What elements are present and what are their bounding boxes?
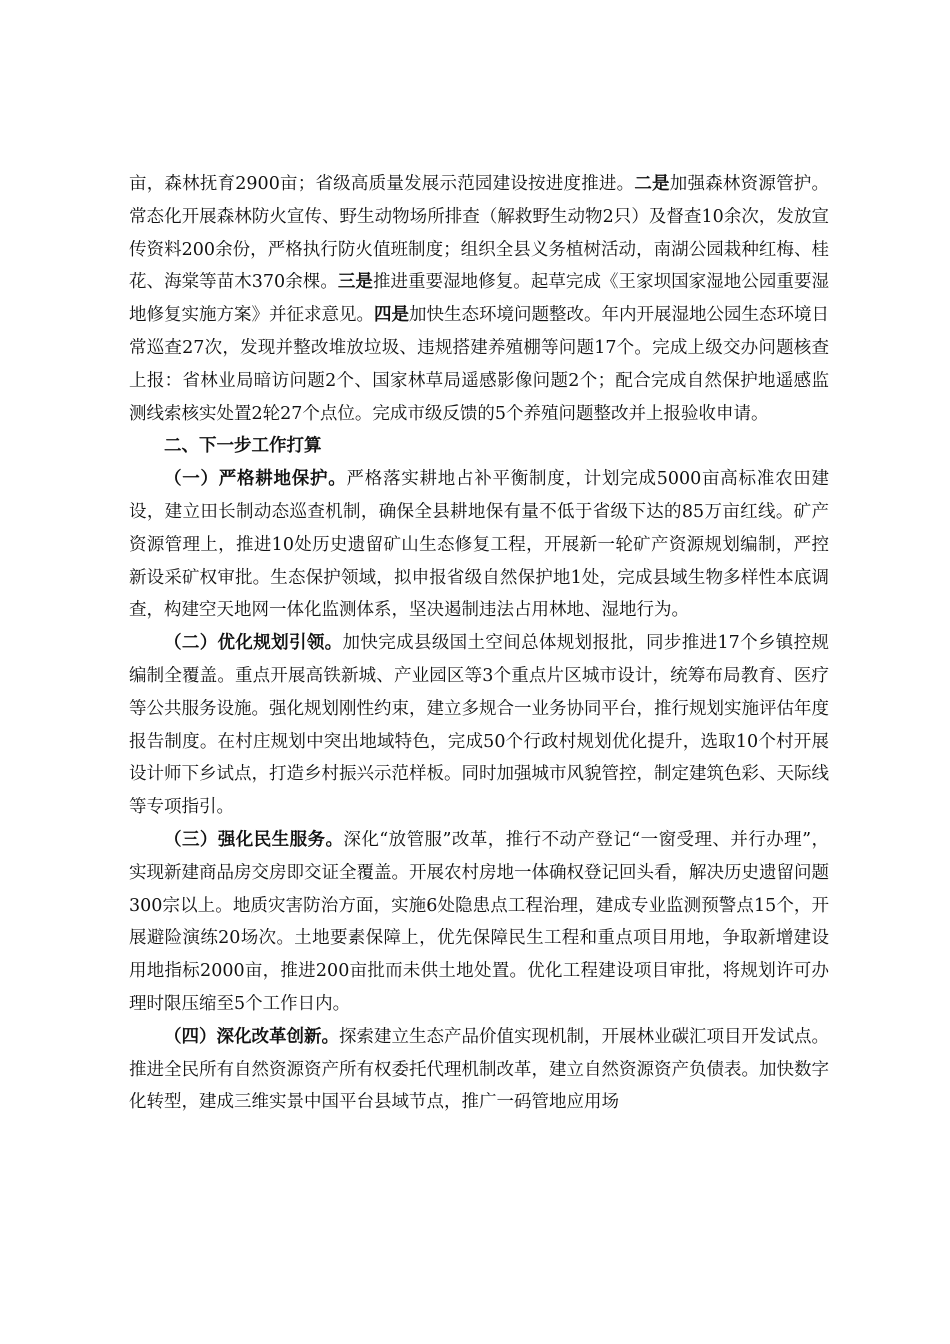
bold-run: 四是 bbox=[374, 305, 409, 326]
text-run: 加快生态环境问题整改。年内开展湿地公园生态环境日常巡查27次，发现并整改堆放垃圾、违规搭建养殖棚等问题17个。完成上级交办问题核查上报：省林业局暗访问题2个、国家林草局遥感影像问题2个；配合完成自然保护地遥感监测线索核实处置2轮27个点位。完成市级反馈的5个养殖问题整改并上报验收申请。 bbox=[129, 305, 829, 424]
text-run: 推进重要湿地修复。起草完成《王家坝国家湿地公园重要湿地修复实施方案》并征求意见。 bbox=[129, 272, 830, 326]
subheading-run: （二）优化规划引领。 bbox=[164, 633, 343, 654]
bold-run: 二是 bbox=[634, 174, 670, 194]
text-run: 探索建立生态产品价值实现机制，开展林业碳汇项目开发试点。推进全民所有自然资源资产所有权委托代理机制改革，建立自然资源资产负债表。加快数字化转型，建成三维实景中国平台县域节点，推广一码管地应用场 bbox=[129, 1026, 829, 1113]
subheading-run: （四）深化改革创新。 bbox=[164, 1026, 339, 1047]
section-heading: 二、下一步工作打算 bbox=[164, 436, 322, 457]
paragraph-public-service bbox=[129, 824, 829, 1021]
bold-run: 三是 bbox=[337, 272, 373, 293]
text-run: 加快完成县级国土空间总体规划报批，同步推进17个乡镇控规编制全覆盖。重点开展高铁新城、产业园区等3个重点片区城市设计，统筹布局教育、医疗等公共服务设施。强化规划刚性约束，建立多规合一业务协同平台，推行规划实施评估年度报告制度。在村庄规划中突出地域特色，完成50个行政村规划优化提升，选取10个村开展设计师下乡试点，打造乡村振兴示范样板。同时加强城市风貌管控，制定建筑色彩、天际线等专项指引。 bbox=[129, 633, 829, 818]
subheading-run: （三）强化民生服务。 bbox=[164, 829, 344, 850]
text-run: 亩，森林抚育2900亩；省级高质量发展示范园建设按进度推进。 bbox=[129, 174, 635, 194]
paragraph-forest-wetland bbox=[129, 168, 829, 430]
text-run: 严格落实耕地占补平衡制度，计划完成5000亩高标准农田建设，建立田长制动态巡查机制，确保全县耕地保有量不低于省级下达的85万亩红线。矿产资源管理上，推进10处历史遗留矿山生态修复工程，开展新一轮矿产资源规划编制，严控新设采矿权审批。生态保护领域，拟申报省级自然保护地1处，完成县域生物多样性本底调查，构建空天地网一体化监测体系，坚决遏制违法占用林地、湿地行为。 bbox=[129, 469, 830, 621]
paragraph-reform-innovation bbox=[129, 1021, 829, 1119]
text-run: 加强森林资源管护。常态化开展森林防火宣传、野生动物场所排查（解救野生动物2只）及督查10余次，发放宣传资料200余份，严格执行防火值班制度；组织全县义务植树活动，南湖公园栽种红梅、桂花、海棠等苗木370余棵。 bbox=[129, 174, 830, 293]
subheading-run: （一）严格耕地保护。 bbox=[164, 469, 347, 490]
text-run: 深化“放管服”改革，推行不动产登记“一窗受理、并行办理”，实现新建商品房交房即交证全覆盖。开展农村房地一体确权登记回头看，解决历史遗留问题300宗以上。地质灾害防治方面，实施6处隐患点工程治理，建成专业监测预警点15个，开展避险演练20场次。土地要素保障上，优先保障民生工程和重点项目用地，争取新增建设用地指标2000亩，推进200亩批而未供土地处置。优化工程建设项目审批，将规划许可办理时限压缩至5个工作日内。 bbox=[129, 829, 829, 1014]
paragraph-farmland-protection bbox=[129, 463, 829, 627]
document-body bbox=[129, 168, 829, 1119]
paragraph-planning-guidance bbox=[129, 627, 829, 824]
